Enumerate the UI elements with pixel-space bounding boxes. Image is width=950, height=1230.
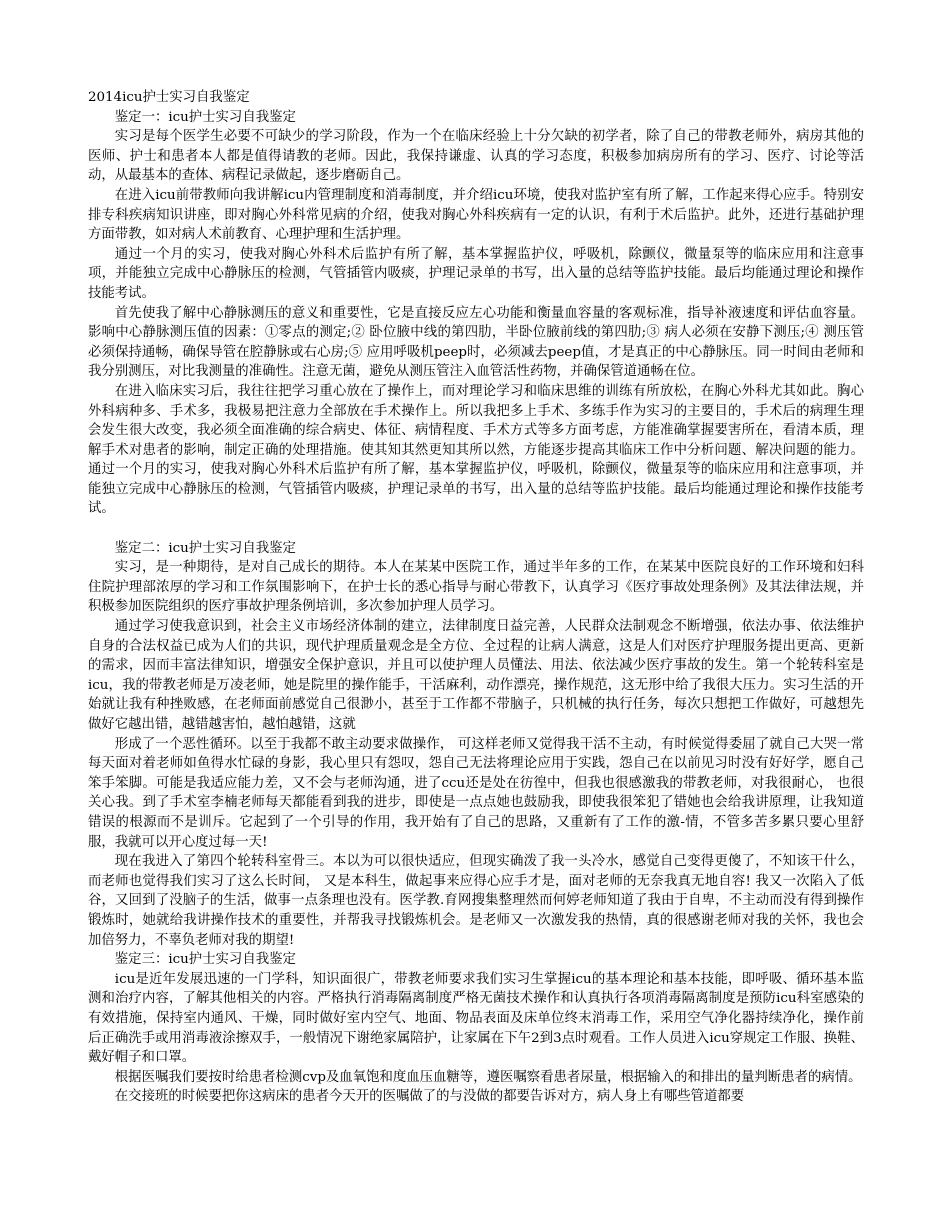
- paragraph: 首先使我了解中心静脉测压的意义和重要性，它是直接反应左心功能和衡量血容量的客观标准，指导补液速度和评估血容量。影响中心静脉测压值的因素：①零点的测定;② 卧位腋中线的第四肋，半卧位腋前线的第四肋;③ 病人必须在安静下测压;④ 测压管必须保持通畅，确保导管在腔静脉或右心房;⑤ 应用呼吸机peep时，必须减去peep值，才是真正的中心静脉压。同一时间由老师和我分别测压，对比我测量的准确性。注意无菌，避免从测压管注入血管活性药物，并确保管道通畅在位。: [88, 305, 864, 380]
- section-heading-1: 鉴定一：icu护士实习自我鉴定: [114, 109, 296, 125]
- section-heading-3: 鉴定三：icu护士实习自我鉴定: [114, 952, 296, 968]
- paragraph: 现在我进入了第四个轮转科室骨三。本以为可以很快适应，但现实确泼了我一头冷水，感觉自己变得更傻了，不知该干什么， 而老师也觉得我们实习了这么长时间， 又是本科生，做起事来应得心应手才是，面对老师的无奈我真无地自容! 我又一次陷入了低谷，又回到了没脑子的生活，做事一点条理也没有。医学教.育网搜集整理然而何婷老师知道了我由于自卑，不主动而没有得到操作锻炼时，她就给我讲操作技术的重要性，并帮我寻找锻炼机会。是老师又一次激发我的热情，真的很感谢老师对我的关怀，我也会加倍努力，不辜负老师对我的期望!: [88, 854, 864, 948]
- section-heading-2: 鉴定二：icu护士实习自我鉴定: [114, 540, 296, 556]
- paragraph: 在进入icu前带教师向我讲解icu内管理制度和消毒制度，并介绍icu环境，使我对监护室有所了解，工作起来得心应手。特别安排专科疾病知识讲座，即对胸心外科常见病的介绍，使我对胸心外科疾病有一定的认识，有利于术后监护。此外，还进行基础护理方面带教，如对病人术前教育、心理护理和生活护理。: [88, 187, 864, 243]
- paragraph: 形成了一个恶性循环。以至于我都不敢主动要求做操作， 可这样老师又觉得我干活不主动，有时候觉得委屈了就自己大哭一常每天面对着老师如鱼得水忙碌的身影，我心里只有怨叹，怨自己无法将理论应用于实践，怨自己在以前见习时没有好好学，愿自己笨手笨脚。可能是我适应能力差，又不会与老师沟通，进了ccu还是处在彷徨中，但我也很感激我的带教老师，对我很耐心， 也很关心我。到了手术室李楠老师每天都能看到我的进步，即使是一点点她也鼓励我，即使我很笨犯了错她也会给我讲原理，让我知道错误的根源而不是训斥。它起到了一个引导的作用，我开始有了自己的思路，又重新有了工作的激-情，不管多苦多累只要心里舒服，我就可以开心度过每一天!: [88, 736, 864, 850]
- paragraph: 在交接班的时候要把你这病床的患者今天开的医嘱做了的与没做的都要告诉对方，病人身上有哪些管道都要: [114, 1089, 745, 1105]
- paragraph: icu是近年发展迅速的一门学科，知识面很广，带教老师要求我们实习生掌握icu的基本理论和基本技能，即呼吸、循环基本监测和治疗内容，了解其他相关的内容。严格执行消毒隔离制度严格无菌技术操作和认真执行各项消毒隔离制度是预防icu科室感染的有效措施，保持室内通风、干燥，同时做好室内空气、地面、物品表面及床单位终末消毒工作，采用空气净化器持续净化，操作前后正确洗手或用消毒液涂擦双手，一般情况下谢绝家属陪护，让家属在下午2到3点时观看。工作人员进入icu穿规定工作服、换鞋、戴好帽子和口罩。: [88, 971, 864, 1066]
- paragraph: 通过一个月的实习，使我对胸心外科术后监护有所了解，基本掌握监护仪，呼吸机，除颤仪，微量泵等的临床应用和注意事项，并能独立完成中心静脉压的检测，气管插管内吸痰，护理记录单的书写，出入量的总结等监护技能。最后均能通过理论和操作技能考试。: [88, 246, 864, 301]
- paragraph: 实习是每个医学生必要不可缺少的学习阶段，作为一个在临床经验上十分欠缺的初学者，除了自己的带教老师外，病房其他的医师、护士和患者本人都是值得请教的老师。因此，我保持谦虚、认真的学习态度，积极参加病房所有的学习、医疗、讨论等活动，从最基本的查体、病程记录做起，逐步磨砺自己。: [88, 129, 864, 184]
- section-spacer: [88, 519, 864, 539]
- paragraph: 通过学习使我意识到，社会主义市场经济体制的建立，法律制度日益完善，人民群众法制观念不断增强，依法办事、依法维护自身的合法权益已成为人们的共识，现代护理质量观念是全方位、全过程的让病人满意，这是人们对医疗护理服务提出更高、更新的需求，因而丰富法律知识，增强安全保护意识，并且可以使护理人员懂法、用法、依法减少医疗事故的发生。第一个轮转科室是icu，我的带教老师是万凌老师，她是院里的操作能手，干活麻利，动作漂亮，操作规范，这无形中给了我很大压力。实习生活的开始就让我有种挫败感，在老师面前感觉自己很渺小，甚至于工作都不带脑子，只机械的执行任务，每次只想把工作做好，可越想先做好它越出错，越错越害怕，越怕越错，这就: [88, 619, 864, 732]
- paragraph: 实习，是一种期待，是对自己成长的期待。本人在某某中医院工作，通过半年多的工作，在某某中医院良好的工作环境和妇科住院护理部浓厚的学习和工作氛围影响下，在护士长的悉心指导与耐心带教下，认真学习《医疗事故处理条例》及其法律法规，并积极参加医院组织的医疗事故护理条例培训，多次参加护理人员学习。: [88, 560, 864, 615]
- paragraph: 根据医嘱我们要按时给患者检测cvp及血氧饱和度血压血糖等，遵医嘱察看患者尿量，根据输入的和排出的量判断患者的病情。: [114, 1069, 862, 1085]
- document-title: 2014icu护士实习自我鉴定: [88, 90, 250, 105]
- paragraph: 在进入临床实习后，我往往把学习重心放在了操作上，而对理论学习和临床思维的训练有所放松，在胸心外科尤其如此。胸心外科病种多、手术多，我极易把注意力全部放在手术操作上。所以我把多上手术、多练手作为实习的主要目的，手术后的病理生理会发生很大改变，我必须全面准确的综合病史、体征、病情程度、手术方式等多方面考虑，方能准确掌握要害所在，看清本质，理解手术对患者的影响，制定正确的处理措施。使其知其然更知其所以然，方能逐步提高其临床工作中分析问题、解决问题的能力。 通过一个月的实习，使我对胸心外科术后监护有所了解，基本掌握监护仪，呼吸机，除颤仪，微量泵等的临床应用和注意事项，并能独立完成中心静脉压的检测，气管插管内吸痰，护理记录单的书写，出入量的总结等监护技能。最后均能通过理论和操作技能考试。: [88, 383, 864, 517]
